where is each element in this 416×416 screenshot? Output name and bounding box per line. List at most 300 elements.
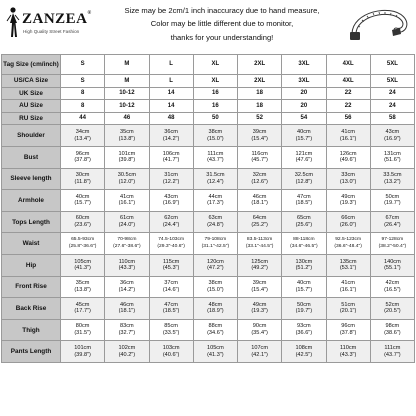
cm-value: 97-128cm <box>381 237 404 243</box>
measurement-cell <box>326 190 370 212</box>
inch-value: (33.5") <box>162 330 180 337</box>
inch-value: (24.4") <box>162 222 180 229</box>
measurement-cell <box>193 254 237 276</box>
notice-line: Color may be little different due to monitor, <box>150 19 294 29</box>
measurement-cell <box>238 254 282 276</box>
measurement-cell <box>238 146 282 168</box>
measurement-cell <box>326 125 370 147</box>
size-cell: S <box>61 75 105 88</box>
measurement-cell <box>370 146 414 168</box>
measurement-cell <box>149 211 193 233</box>
cm-value: 101cm <box>118 150 136 157</box>
inch-value: (14.6") <box>162 286 180 293</box>
cm-value: 131cm <box>383 150 401 157</box>
measurement-cell <box>282 298 326 320</box>
size-cell: 10-12 <box>105 100 149 113</box>
size-cell: 5XL <box>370 75 414 88</box>
cm-value: 43cm <box>385 129 400 136</box>
size-cell: 58 <box>370 112 414 125</box>
measurement-cell <box>326 298 370 320</box>
inch-value: (15.0") <box>207 135 224 142</box>
measurement-cell <box>193 125 237 147</box>
inch-value: (15.7") <box>295 135 313 142</box>
cm-value: 50cm <box>297 301 311 308</box>
row-label: Sleeve length <box>2 168 61 190</box>
inch-value: (13.0") <box>339 178 357 185</box>
inch-value: (51.6") <box>384 157 401 164</box>
cm-value: 41cm <box>341 280 355 287</box>
cm-value: 33cm <box>341 172 355 179</box>
measurement-cell <box>370 125 414 147</box>
measurement-cell <box>61 298 105 320</box>
cm-value: 36cm <box>164 129 178 136</box>
inch-value: (38.6") <box>384 330 401 337</box>
measurement-cell <box>326 146 370 168</box>
size-cell: 4XL <box>326 55 370 75</box>
inch-value: (33.1"-44.5") <box>245 243 274 249</box>
inch-value: (45.3") <box>162 265 180 272</box>
inch-value: (16.5") <box>384 286 401 293</box>
size-cell: 48 <box>149 112 193 125</box>
measurement-cell <box>370 298 414 320</box>
inch-value: (11.8") <box>74 178 91 185</box>
cm-value: 125cm <box>251 258 269 265</box>
size-cell: 3XL <box>282 75 326 88</box>
inch-value: (13.4") <box>74 135 91 142</box>
size-cell: 16 <box>193 100 237 113</box>
cm-value: 40cm <box>75 193 90 200</box>
cm-value: 105cm <box>74 258 92 265</box>
measurement-cell <box>105 168 149 190</box>
cm-value: 88-118cm <box>293 237 315 243</box>
inch-value: (18.5") <box>162 308 180 315</box>
cm-value: 41cm <box>120 193 134 200</box>
cm-value: 46cm <box>120 301 134 308</box>
size-cell: XL <box>193 55 237 75</box>
inch-value: (15.4") <box>251 135 268 142</box>
measurement-cell <box>370 168 414 190</box>
measurement-cell <box>61 319 105 341</box>
inch-value: (38.2"-50.4") <box>378 243 407 249</box>
measurement-cell <box>370 276 414 298</box>
brand-name: ZANZEA® <box>22 11 92 27</box>
inch-value: (12.0") <box>118 178 136 185</box>
inch-value: (42.1") <box>251 351 268 358</box>
cm-value: 126cm <box>339 150 357 157</box>
cm-value: 83cm <box>120 323 134 330</box>
size-cell: 20 <box>282 87 326 100</box>
measurement-cell <box>282 190 326 212</box>
cm-value: 44cm <box>208 193 223 200</box>
row-label: Shoulder <box>2 125 61 147</box>
cm-value: 80cm <box>75 323 90 330</box>
measurement-cell <box>238 319 282 341</box>
cm-value: 41cm <box>341 129 355 136</box>
cm-value: 38cm <box>208 129 223 136</box>
cm-value: 62cm <box>164 215 178 222</box>
measurement-row <box>2 190 415 212</box>
measurement-cell <box>105 341 149 363</box>
cm-value: 107cm <box>251 345 269 352</box>
measurement-cell <box>149 254 193 276</box>
size-row <box>2 87 415 100</box>
inch-value: (24.0") <box>118 222 136 229</box>
measurement-cell <box>282 254 326 276</box>
cm-value: 36cm <box>120 280 134 287</box>
cm-value: 34cm <box>75 129 90 136</box>
measurement-cell <box>326 341 370 363</box>
size-cell: M <box>105 55 149 75</box>
inch-value: (39.8") <box>118 157 136 164</box>
measurement-cell <box>282 211 326 233</box>
cm-value: 135cm <box>339 258 357 265</box>
measurement-cell <box>105 211 149 233</box>
inch-value: (12.8") <box>295 178 313 185</box>
measurement-cell <box>326 319 370 341</box>
inch-value: (24.8") <box>207 222 224 229</box>
measurement-cell <box>370 190 414 212</box>
cm-value: 42cm <box>385 280 400 287</box>
row-label: Tag Size (cm/inch) <box>2 55 61 75</box>
cm-value: 108cm <box>295 345 313 352</box>
cm-value: 35cm <box>75 280 90 287</box>
inch-value: (32.7") <box>118 330 136 337</box>
measurement-cell <box>238 190 282 212</box>
inch-value: (12.6") <box>251 178 268 185</box>
row-label: Waist <box>2 233 61 255</box>
inch-value: (19.3") <box>251 308 268 315</box>
cm-value: 48cm <box>208 301 223 308</box>
inch-value: (16.1") <box>118 200 136 207</box>
cm-value: 39cm <box>252 280 267 287</box>
inch-value: (25.8"-36.6") <box>68 243 97 249</box>
size-row <box>2 55 415 75</box>
inch-value: (13.2") <box>384 178 401 185</box>
inch-value: (15.7") <box>74 200 91 207</box>
cm-value: 93cm <box>297 323 311 330</box>
inch-value: (41.3") <box>207 351 224 358</box>
cm-value: 79-108cm <box>204 237 227 243</box>
cm-value: 121cm <box>295 150 313 157</box>
measurement-cell <box>149 190 193 212</box>
cm-value: 30.5cm <box>117 172 137 179</box>
cm-value: 61cm <box>120 215 134 222</box>
measurement-row <box>2 125 415 147</box>
measurement-cell <box>105 276 149 298</box>
measurement-cell <box>370 211 414 233</box>
measurement-cell <box>370 341 414 363</box>
inch-value: (42.5") <box>295 351 313 358</box>
inch-value: (19.7") <box>384 200 401 207</box>
size-cell: L <box>149 75 193 88</box>
inch-value: (16.1") <box>339 135 357 142</box>
size-cell: 18 <box>238 87 282 100</box>
measurement-cell <box>105 146 149 168</box>
cm-value: 51cm <box>341 301 355 308</box>
row-label: Front Rise <box>2 276 61 298</box>
measurement-cell <box>193 168 237 190</box>
measurement-cell <box>238 341 282 363</box>
cm-value: 106cm <box>162 150 180 157</box>
measurement-cell <box>282 233 326 255</box>
cm-value: 83.5-113cm <box>246 237 273 243</box>
cm-value: 38cm <box>208 280 223 287</box>
cm-value: 105cm <box>206 345 224 352</box>
inch-value: (16.9") <box>384 135 401 142</box>
size-cell: 22 <box>326 100 370 113</box>
measurement-cell <box>193 319 237 341</box>
size-cell: 50 <box>193 112 237 125</box>
measurement-cell <box>61 125 105 147</box>
size-cell: 18 <box>238 100 282 113</box>
inch-value: (51.2") <box>295 265 313 272</box>
size-cell: S <box>61 55 105 75</box>
size-cell: 2XL <box>238 55 282 75</box>
measurement-cell <box>105 190 149 212</box>
inch-value: (47.6") <box>295 157 313 164</box>
cm-value: 30cm <box>75 172 90 179</box>
size-cell: 5XL <box>370 55 414 75</box>
measurement-row <box>2 233 415 255</box>
measurement-cell <box>61 146 105 168</box>
measurement-cell <box>282 341 326 363</box>
cm-value: 47cm <box>164 301 178 308</box>
inch-value: (43.7") <box>384 351 401 358</box>
inch-value: (41.7") <box>162 157 180 164</box>
cm-value: 60cm <box>75 215 90 222</box>
measurement-cell <box>326 276 370 298</box>
inch-value: (43.3") <box>339 351 357 358</box>
measurement-cell <box>193 298 237 320</box>
measurement-cell <box>282 276 326 298</box>
inch-value: (15.0") <box>207 286 224 293</box>
measurement-row <box>2 211 415 233</box>
inch-value: (27.6"-38.6") <box>113 243 141 249</box>
measurement-cell <box>282 146 326 168</box>
size-notice <box>108 4 336 44</box>
measurement-row <box>2 146 415 168</box>
cm-value: 111cm <box>207 150 224 157</box>
measurement-cell <box>282 125 326 147</box>
size-cell: M <box>105 75 149 88</box>
size-cell: 8 <box>61 87 105 100</box>
inch-value: (16.1") <box>339 286 357 293</box>
size-cell: 52 <box>238 112 282 125</box>
inch-value: (55.1") <box>384 265 401 272</box>
inch-value: (43.3") <box>118 265 136 272</box>
cm-value: 70-98cm <box>117 237 137 243</box>
cm-value: 116cm <box>251 150 268 157</box>
measurement-cell <box>105 254 149 276</box>
measurement-cell <box>61 254 105 276</box>
measurement-row <box>2 298 415 320</box>
cm-value: 115cm <box>162 258 180 265</box>
cm-value: 52cm <box>385 301 400 308</box>
inch-value: (36.6") <box>295 330 313 337</box>
notice-line: Size may be 2cm/1 inch inaccuracy due to hand measure, <box>124 6 320 15</box>
inch-value: (36.6"-48.4") <box>334 243 362 249</box>
cm-value: 140cm <box>383 258 401 265</box>
cm-value: 110cm <box>339 345 357 352</box>
inch-value: (12.2") <box>162 178 180 185</box>
size-cell: 10-12 <box>105 87 149 100</box>
inch-value: (16.9") <box>162 200 180 207</box>
measurement-cell <box>370 254 414 276</box>
inch-value: (15.7") <box>295 286 313 293</box>
cm-value: 101cm <box>74 345 92 352</box>
cm-value: 37cm <box>164 280 178 287</box>
row-label: UK Size <box>2 87 61 100</box>
size-cell: L <box>149 55 193 75</box>
measurement-cell <box>238 125 282 147</box>
row-label: Tops Length <box>2 211 61 233</box>
measurement-row <box>2 319 415 341</box>
inch-value: (43.7") <box>207 157 224 164</box>
size-cell: 22 <box>326 87 370 100</box>
inch-value: (45.7") <box>251 157 268 164</box>
cm-value: 47cm <box>297 193 311 200</box>
inch-value: (41.3") <box>74 265 91 272</box>
size-row <box>2 100 415 113</box>
row-label: US/CA Size <box>2 75 61 88</box>
size-cell: 4XL <box>326 75 370 88</box>
inch-value: (17.7") <box>74 308 91 315</box>
measuring-tape-icon <box>346 4 410 44</box>
measurement-row <box>2 168 415 190</box>
cm-value: 31cm <box>164 172 178 179</box>
row-label: Pants Length <box>2 341 61 363</box>
measurement-cell <box>61 233 105 255</box>
measurement-cell <box>238 276 282 298</box>
inch-value: (34.6"-46.5") <box>290 243 318 249</box>
measurement-row <box>2 341 415 363</box>
inch-value: (18.1") <box>118 308 136 315</box>
inch-value: (17.3") <box>207 200 224 207</box>
cm-value: 50cm <box>385 193 400 200</box>
inch-value: (49.2") <box>251 265 268 272</box>
measurement-cell <box>149 233 193 255</box>
row-label: Bust <box>2 146 61 168</box>
inch-value: (39.8") <box>74 351 91 358</box>
fashion-figure-icon <box>6 6 20 40</box>
inch-value: (23.6") <box>74 222 91 229</box>
cm-value: 40cm <box>297 129 311 136</box>
inch-value: (18.5") <box>295 200 313 207</box>
inch-value: (12.4") <box>207 178 224 185</box>
row-label: AU Size <box>2 100 61 113</box>
size-cell: 2XL <box>238 75 282 88</box>
inch-value: (37.8") <box>74 157 91 164</box>
measurement-cell <box>61 190 105 212</box>
cm-value: 74.5-103cm <box>158 237 185 243</box>
size-row <box>2 112 415 125</box>
cm-value: 40cm <box>297 280 311 287</box>
cm-value: 43cm <box>164 193 178 200</box>
row-label: RU Size <box>2 112 61 125</box>
inch-value: (40.2") <box>118 351 136 358</box>
inch-value: (20.5") <box>384 308 401 315</box>
cm-value: 63cm <box>208 215 223 222</box>
inch-value: (14.2") <box>118 286 136 293</box>
size-cell: 46 <box>105 112 149 125</box>
inch-value: (49.6") <box>339 157 357 164</box>
size-cell: 24 <box>370 87 414 100</box>
size-cell: 14 <box>149 87 193 100</box>
size-cell: 16 <box>193 87 237 100</box>
inch-value: (34.6") <box>207 330 224 337</box>
cm-value: 65.5-93cm <box>71 237 95 243</box>
inch-value: (18.9") <box>207 308 224 315</box>
measurement-cell <box>193 276 237 298</box>
measurement-cell <box>149 146 193 168</box>
brand-tagline: High Quality Street Fashion <box>23 29 80 34</box>
cm-value: 65cm <box>297 215 311 222</box>
size-cell: XL <box>193 75 237 88</box>
inch-value: (25.6") <box>295 222 313 229</box>
size-cell: 3XL <box>282 55 326 75</box>
measurement-cell <box>149 168 193 190</box>
measurement-cell <box>61 276 105 298</box>
cm-value: 98cm <box>385 323 400 330</box>
size-cell: 44 <box>61 112 105 125</box>
measurement-cell <box>238 211 282 233</box>
measurement-cell <box>105 298 149 320</box>
row-label: Back Rise <box>2 298 61 320</box>
inch-value: (26.4") <box>384 222 401 229</box>
measurement-cell <box>149 125 193 147</box>
inch-value: (18.1") <box>251 200 268 207</box>
measurement-cell <box>282 168 326 190</box>
cm-value: 92.5-123cm <box>335 237 362 243</box>
cm-value: 90cm <box>252 323 267 330</box>
cm-value: 45cm <box>75 301 90 308</box>
cm-value: 120cm <box>206 258 224 265</box>
cm-value: 32cm <box>252 172 267 179</box>
measurement-row <box>2 276 415 298</box>
size-cell: 14 <box>149 100 193 113</box>
cm-value: 130cm <box>295 258 313 265</box>
size-cell: 54 <box>282 112 326 125</box>
inch-value: (53.1") <box>339 265 357 272</box>
measurement-cell <box>326 168 370 190</box>
inch-value: (31.1"-42.5") <box>201 243 230 249</box>
cm-value: 66cm <box>341 215 355 222</box>
measurement-cell <box>149 319 193 341</box>
measurement-cell <box>326 211 370 233</box>
cm-value: 88cm <box>208 323 223 330</box>
cm-value: 49cm <box>341 193 355 200</box>
measurement-cell <box>282 319 326 341</box>
size-cell: 20 <box>282 100 326 113</box>
cm-value: 85cm <box>164 323 178 330</box>
notice-line: thanks for your understanding! <box>170 32 274 42</box>
cm-value: 31.5cm <box>206 172 225 179</box>
cm-value: 46cm <box>252 193 267 200</box>
measurement-cell <box>105 125 149 147</box>
measurement-row <box>2 254 415 276</box>
measurement-cell <box>193 233 237 255</box>
cm-value: 35cm <box>120 129 134 136</box>
measurement-cell <box>193 190 237 212</box>
cm-value: 96cm <box>341 323 355 330</box>
measurement-cell <box>238 233 282 255</box>
row-label: Armhole <box>2 190 61 212</box>
inch-value: (20.1") <box>339 308 357 315</box>
inch-value: (19.7") <box>295 308 313 315</box>
measurement-cell <box>105 233 149 255</box>
cm-value: 103cm <box>162 345 180 352</box>
measurement-cell <box>326 233 370 255</box>
